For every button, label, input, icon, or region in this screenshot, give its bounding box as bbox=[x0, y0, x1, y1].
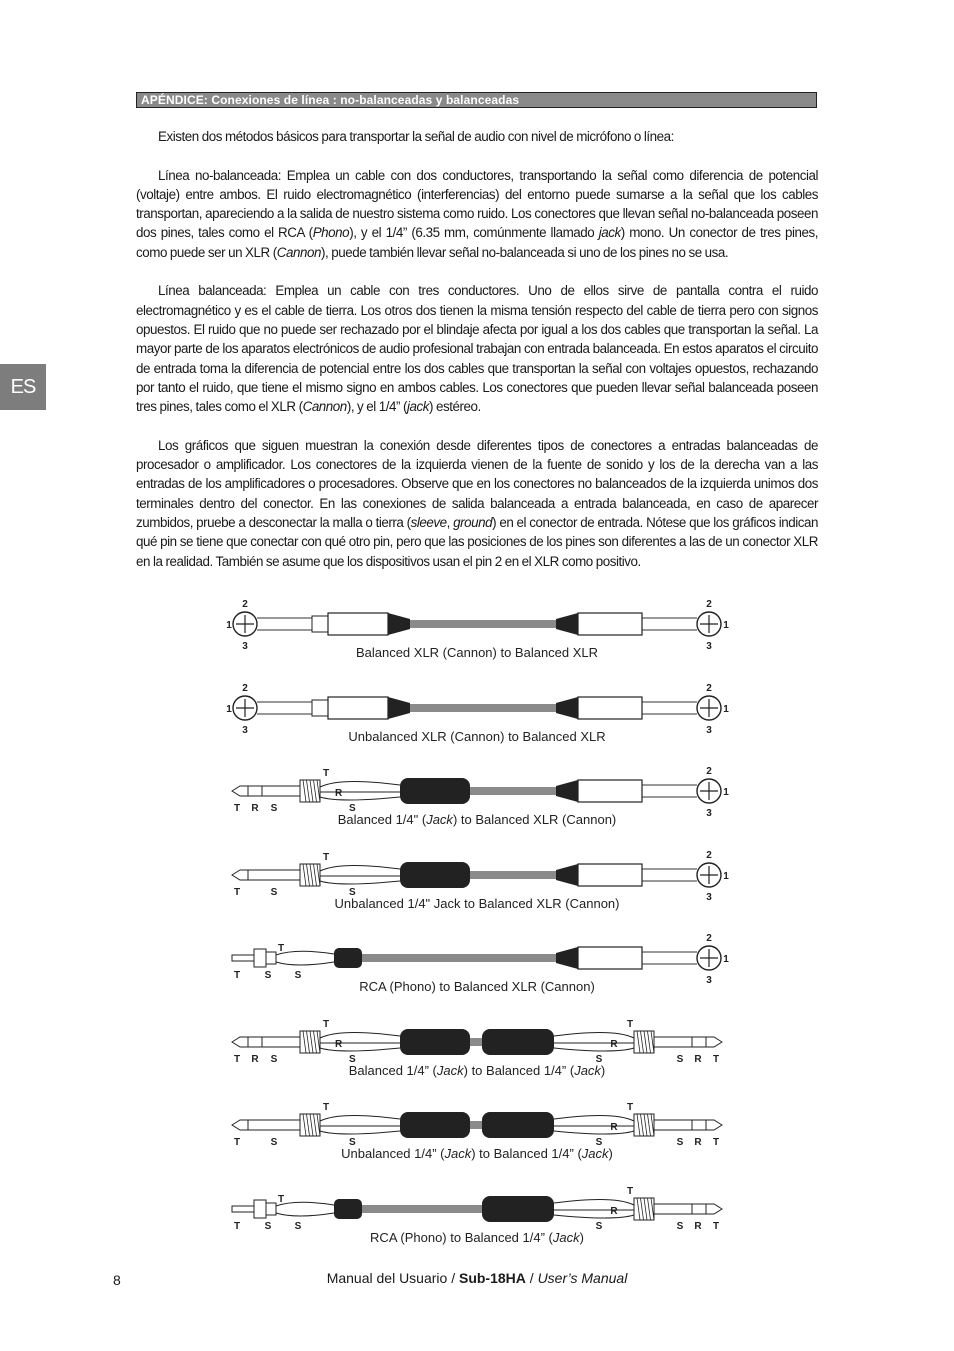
jack-tip bbox=[232, 1120, 300, 1130]
pin-label-3: 3 bbox=[706, 808, 712, 819]
section-title: APÉNDICE: Conexiones de línea : no-balanceadas y balanceadas bbox=[136, 92, 817, 108]
cable-diagram bbox=[232, 850, 729, 911]
pin-label-1: 1 bbox=[723, 704, 729, 715]
pin-label-t: T bbox=[712, 1221, 720, 1232]
pin-label-r: R bbox=[694, 1137, 702, 1148]
xlr-boot bbox=[556, 613, 578, 635]
wire-sleeve bbox=[320, 797, 400, 800]
pin-label-r: R bbox=[335, 1039, 343, 1050]
pin-label-t: T bbox=[323, 1019, 330, 1030]
wire-tip bbox=[320, 1032, 400, 1038]
cable-jacket bbox=[410, 620, 556, 628]
cable-jacket bbox=[470, 1038, 482, 1046]
pin-label-1: 1 bbox=[723, 954, 729, 965]
pin-label-t: T bbox=[233, 803, 241, 814]
xlr-boot bbox=[388, 613, 410, 635]
cable-diagram bbox=[232, 1186, 722, 1245]
xlr-plug-body bbox=[578, 947, 642, 969]
wire-tip bbox=[320, 865, 400, 871]
caption-part: Jack bbox=[581, 1146, 609, 1161]
wire-bundle bbox=[642, 702, 697, 714]
pin-label-t: T bbox=[323, 768, 330, 779]
pin-label-2: 2 bbox=[706, 683, 712, 694]
diagram-caption: Unbalanced XLR (Cannon) to Balanced XLR bbox=[348, 729, 606, 744]
cable-diagram bbox=[226, 599, 729, 660]
pin-label-s: S bbox=[676, 1054, 684, 1065]
pin-label-t: T bbox=[233, 1221, 241, 1232]
wire-tip bbox=[276, 951, 334, 955]
pin-label-s: S bbox=[264, 970, 272, 981]
xlr-plug-body bbox=[578, 864, 642, 886]
paragraph-balanced: Línea balanceada: Emplea un cable con tres conductores. Uno de ellos sirve de pantalla contra el ruido electromagnético y es el cable de tierra. Los otros dos tienen la misma tensión respecto del cable de tierra pero con signos opuestos. El ruido que no puede ser rechazado por el blindaje afecta por igual a los dos cables que transportan la señal. La mayor parte de los aparatos electrónicos de audio profesional trabajan con entrada balanceada. En estos aparatos el circuito de entrada toma la diferencia de potencial entre los dos cables que transportan la señal con voltajes opuestos, rechazando por tanto el ruido, que tiene el mismo signo en ambos cables. Los conectores que pueden llevar señal balanceada poseen tres pines, tales como el XLR (Cannon), y el 1/4” (jack) estéreo. bbox=[136, 283, 818, 415]
pin-label-s: S bbox=[676, 1221, 684, 1232]
rca-boot bbox=[334, 948, 362, 968]
xlr-boot bbox=[556, 780, 578, 802]
pin-label-s: S bbox=[595, 1137, 603, 1148]
paragraph-unbalanced: Línea no-balanceada: Emplea un cable con dos conductores, transportando la señal como diferencia de potencial (voltaje) entre ambos. El ruido electromagnético (interferencias) del entorno puede sumarse a la señal que los cables transportan, apareciendo a la salida de nuestro sistema como ruido. Los conectores que llevan señal no-balanceada poseen dos pines, tales como el RCA (Phono), y el 1/4” (6.35 mm, comúnmente llamado jack) mono. Un conector de tres pines, como puede ser un XLR (Cannon), puede también llevar señal no-balanceada si uno de los pines no se usa. bbox=[136, 167, 818, 260]
footer-title: Manual del Usuario / Sub-18HA / User’s Manual bbox=[326, 1270, 628, 1286]
pin-label-1: 1 bbox=[723, 620, 729, 631]
diagram-caption bbox=[338, 812, 617, 827]
jack-barrel bbox=[300, 864, 320, 886]
caption-part: Balanced 1/4” ( bbox=[348, 1063, 437, 1078]
jack-tip bbox=[232, 870, 300, 880]
pin-label-3: 3 bbox=[242, 641, 248, 652]
xlr-boot bbox=[556, 864, 578, 886]
pin-label-3: 3 bbox=[706, 975, 712, 986]
pin-label-t: T bbox=[233, 1137, 241, 1148]
jack-barrel bbox=[634, 1198, 654, 1220]
jack-boot bbox=[400, 778, 470, 804]
wire-tip bbox=[554, 1199, 634, 1205]
xlr-boot bbox=[556, 697, 578, 719]
jack-tip bbox=[654, 1037, 722, 1047]
pin-label-t: T bbox=[323, 1102, 330, 1113]
diagram-caption: Balanced XLR (Cannon) to Balanced XLR bbox=[355, 645, 599, 660]
diagram-caption bbox=[370, 1230, 584, 1245]
pin-label-3: 3 bbox=[242, 725, 248, 736]
wire-tip bbox=[320, 1115, 400, 1121]
pin-label-r: R bbox=[694, 1054, 702, 1065]
jack-barrel bbox=[634, 1031, 654, 1053]
jack-tip bbox=[232, 1037, 300, 1047]
pin-label-s: S bbox=[595, 1221, 603, 1232]
jack-tip bbox=[232, 786, 300, 796]
jack-barrel bbox=[300, 1031, 320, 1053]
pin-label-r: R bbox=[251, 1054, 259, 1065]
caption-part: Balanced 1/4" ( bbox=[337, 812, 427, 827]
pin-label-t: T bbox=[233, 1054, 241, 1065]
pin-label-s: S bbox=[349, 887, 356, 898]
pin-label-2: 2 bbox=[242, 599, 248, 610]
pin-label-1: 1 bbox=[723, 871, 729, 882]
cable-jacket bbox=[362, 954, 556, 962]
diagram-caption bbox=[349, 1063, 606, 1078]
pin-label-3: 3 bbox=[706, 725, 712, 736]
pin-label-t: T bbox=[626, 1186, 634, 1197]
cable-jacket bbox=[470, 787, 556, 795]
jack-boot bbox=[400, 1112, 470, 1138]
wire-bundle bbox=[257, 618, 312, 630]
pin-label-3: 3 bbox=[706, 892, 712, 903]
wire-sleeve bbox=[554, 1048, 634, 1051]
xlr-boot bbox=[388, 697, 410, 719]
wire-tip bbox=[320, 781, 400, 787]
jack-barrel bbox=[300, 780, 320, 802]
xlr-plug-body bbox=[578, 780, 642, 802]
diagram-caption bbox=[341, 1146, 613, 1161]
xlr-boot bbox=[556, 947, 578, 969]
cable-diagram bbox=[232, 933, 729, 994]
xlr-plug-body bbox=[578, 697, 642, 719]
jack-boot bbox=[400, 862, 470, 888]
wire-tip bbox=[554, 1032, 634, 1038]
jack-boot bbox=[400, 1029, 470, 1055]
caption-part: Jack bbox=[436, 1063, 464, 1078]
cable-jacket bbox=[362, 1205, 482, 1213]
xlr-latch bbox=[312, 616, 328, 632]
cable-jacket bbox=[470, 1121, 482, 1129]
wire-bundle bbox=[642, 785, 697, 797]
xlr-plug-body bbox=[578, 613, 642, 635]
pin-label-t: T bbox=[233, 970, 241, 981]
rca-shell bbox=[254, 1200, 266, 1218]
pin-label-2: 2 bbox=[706, 766, 712, 777]
caption-part: RCA (Phono) to Balanced 1/4” ( bbox=[370, 1230, 553, 1245]
caption-part: Jack bbox=[426, 812, 453, 827]
diagram-caption: Unbalanced 1/4" Jack to Balanced XLR (Cannon) bbox=[334, 896, 620, 911]
pin-label-s: S bbox=[294, 970, 302, 981]
jack-boot bbox=[482, 1112, 554, 1138]
xlr-latch bbox=[312, 700, 328, 716]
cable-diagram bbox=[226, 683, 729, 744]
pin-label-t: T bbox=[712, 1054, 720, 1065]
rca-pin bbox=[232, 955, 254, 961]
rca-collar bbox=[266, 952, 276, 964]
pin-label-1: 1 bbox=[723, 787, 729, 798]
wire-bundle bbox=[257, 702, 312, 714]
cable-diagram bbox=[232, 1019, 722, 1078]
caption-part: Jack bbox=[574, 1063, 601, 1078]
pin-label-s: S bbox=[264, 1221, 272, 1232]
pin-label-r: R bbox=[610, 1122, 618, 1133]
wire-sleeve bbox=[320, 1131, 400, 1134]
caption-part: ) bbox=[600, 1063, 606, 1078]
wire-sleeve bbox=[554, 1215, 634, 1218]
pin-label-s: S bbox=[349, 803, 356, 814]
caption-part: Unbalanced 1/4” ( bbox=[341, 1146, 445, 1161]
pin-label-s: S bbox=[270, 1137, 278, 1148]
xlr-plug-body bbox=[328, 697, 388, 719]
rca-shell bbox=[254, 949, 266, 967]
cable-jacket bbox=[470, 871, 556, 879]
pin-label-t: T bbox=[278, 1194, 285, 1205]
pin-label-t: T bbox=[626, 1102, 634, 1113]
wire-sleeve bbox=[554, 1131, 634, 1134]
rca-boot bbox=[334, 1199, 362, 1219]
caption-part: Jack bbox=[552, 1230, 580, 1245]
pin-label-2: 2 bbox=[706, 850, 712, 861]
diagram-caption: RCA (Phono) to Balanced XLR (Cannon) bbox=[359, 979, 595, 994]
pin-label-s: S bbox=[270, 1054, 278, 1065]
pin-label-s: S bbox=[676, 1137, 684, 1148]
jack-barrel bbox=[300, 1114, 320, 1136]
pin-label-t: T bbox=[712, 1137, 720, 1148]
rca-pin bbox=[232, 1206, 254, 1212]
caption-part: ) to Balanced XLR (Cannon) bbox=[452, 812, 617, 827]
wire-tip bbox=[276, 1202, 334, 1206]
caption-part: ) to Balanced 1/4” ( bbox=[463, 1063, 575, 1078]
rca-collar bbox=[266, 1203, 276, 1215]
jack-barrel bbox=[634, 1114, 654, 1136]
pin-label-s: S bbox=[270, 803, 278, 814]
pin-label-3: 3 bbox=[706, 641, 712, 652]
pin-label-2: 2 bbox=[706, 599, 712, 610]
wire-sleeve bbox=[320, 1048, 400, 1051]
paragraph-intro: Existen dos métodos básicos para transportar la señal de audio con nivel de micrófono o línea: bbox=[158, 129, 674, 144]
wire-sleeve bbox=[276, 962, 334, 965]
wire-bundle bbox=[642, 952, 697, 964]
pin-label-1: 1 bbox=[226, 620, 232, 631]
pin-label-s: S bbox=[595, 1054, 603, 1065]
wire-bundle bbox=[642, 618, 697, 630]
pin-label-r: R bbox=[610, 1039, 618, 1050]
pin-label-t: T bbox=[233, 887, 241, 898]
jack-boot bbox=[482, 1196, 554, 1222]
cable-diagram bbox=[232, 766, 729, 827]
cable-diagram bbox=[232, 1102, 722, 1161]
pin-label-1: 1 bbox=[226, 704, 232, 715]
pin-label-s: S bbox=[349, 1137, 356, 1148]
wire-sleeve bbox=[320, 881, 400, 884]
paragraph-graphics: Los gráficos que siguen muestran la conexión desde diferentes tipos de conectores a entradas balanceadas de procesador o amplificador. Los conectores de la izquierda vienen de la fuente de sonido y los de la derecha van a las entradas de los amplificadores o procesadores. Observe que en los conectores no balanceados de la izquierda unimos dos terminales dentro del conector. En las conexiones de salida balanceada a entrada balanceada, en caso de aparecer zumbidos, pruebe a desconectar la malla o tierra (sleeve, ground) en el conector de entrada. Nótese que los gráficos indican qué pin se tiene que conectar con qué otro pin, pero que las posiciones de los pines son diferentes a las de un conector XLR en la realidad. También se asume que los dispositivos usan el pin 2 en el XLR como positivo. bbox=[136, 437, 818, 569]
pin-label-r: R bbox=[694, 1221, 702, 1232]
pin-label-2: 2 bbox=[706, 933, 712, 944]
jack-tip bbox=[654, 1120, 722, 1130]
caption-part: ) bbox=[579, 1230, 584, 1245]
pin-label-r: R bbox=[610, 1206, 618, 1217]
caption-part: ) to Balanced 1/4” ( bbox=[471, 1146, 582, 1161]
caption-part: Jack bbox=[444, 1146, 472, 1161]
jack-tip bbox=[654, 1204, 722, 1214]
wire-bundle bbox=[642, 869, 697, 881]
jack-boot bbox=[482, 1029, 554, 1055]
wire-tip bbox=[554, 1115, 634, 1121]
xlr-plug-body bbox=[328, 613, 388, 635]
language-tab-es: ES bbox=[0, 364, 46, 410]
pin-label-2: 2 bbox=[242, 683, 248, 694]
page-number: 8 bbox=[113, 1272, 121, 1288]
pin-label-s: S bbox=[294, 1221, 302, 1232]
pin-label-r: R bbox=[335, 788, 343, 799]
pin-label-t: T bbox=[278, 943, 285, 954]
pin-label-r: R bbox=[251, 803, 259, 814]
caption-part: ) bbox=[608, 1146, 613, 1161]
pin-label-t: T bbox=[626, 1019, 634, 1030]
wire-sleeve bbox=[276, 1213, 334, 1216]
pin-label-s: S bbox=[270, 887, 278, 898]
pin-label-t: T bbox=[323, 852, 330, 863]
pin-label-s: S bbox=[349, 1054, 356, 1065]
cable-jacket bbox=[410, 704, 556, 712]
